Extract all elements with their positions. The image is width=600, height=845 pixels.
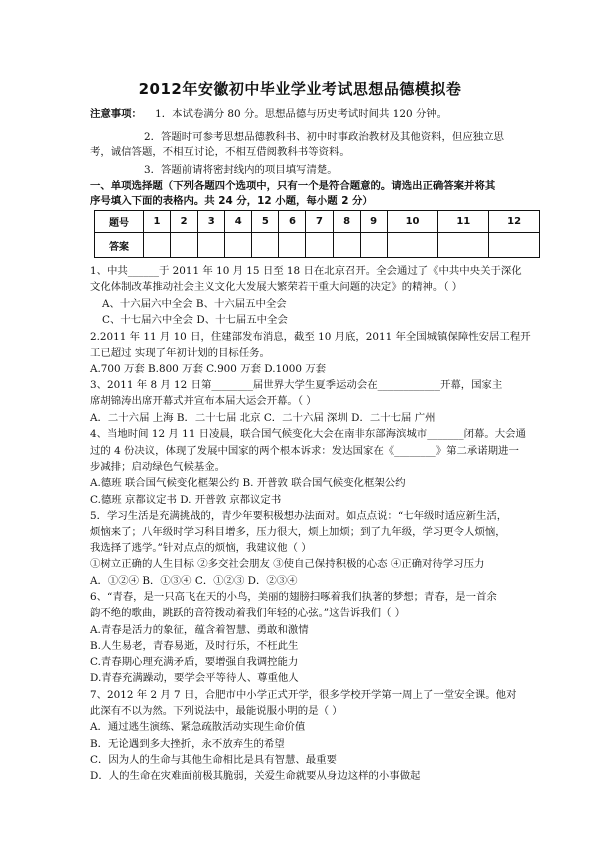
question-number-cell: 6 [279, 211, 306, 233]
question-text-line: 3、2011 年 8 月 12 日第________届世界大学生夏季运动会在____________开幕，国家主 [90, 379, 503, 391]
option-line: A、十六届六中全会 B、十六届五中全会 [102, 298, 287, 310]
answer-label: 答案 [95, 233, 144, 258]
notes-item-1: 1．本试卷满分 80 分。思想品德与历史考试时间共 120 分钟。 [155, 108, 448, 120]
section1-heading-b: 序号填入下面的表格内。共 24 分，12 小题，每小题 2 分） [90, 195, 373, 207]
answer-table-answer-row [95, 233, 540, 258]
option-line: C.青春期心理充满矛盾，要增强自我调控能力 [90, 656, 299, 668]
question-number-cell: 11 [438, 211, 489, 233]
answer-cell[interactable] [333, 233, 360, 258]
question-number-cell: 3 [198, 211, 225, 233]
answer-cell[interactable] [489, 233, 540, 258]
question-text-line: 文化体制改革推动社会主义文化大发展大繁荣若干重大问题的决定》的精神。（ ） [90, 281, 463, 293]
question-text-line: 4、当地时间 12 月 11 日凌晨，联合国气候变化大会在南非东部海滨城市_______闭幕。大会通 [90, 428, 526, 440]
question-text-line: 工已超过 实现了年初计划的目标任务。 [90, 347, 270, 359]
option-line: A．通过逃生演练、紧急疏散活动实现生命价值 [90, 721, 306, 733]
option-line: D.青春充满躁动，要学会平等待人、尊重他人 [90, 672, 299, 684]
option-line: A．二十六届 上海 B．二十七届 北京 C．二十六届 深圳 D．二十七届 广州 [90, 412, 436, 424]
question-number-cell: 4 [225, 211, 252, 233]
option-line: B.人生易老，青春易逝，及时行乐，不枉此生 [90, 640, 299, 652]
question-text-line: 我选择了逃学。”针对点点的烦恼，我建议他（ ） [90, 542, 312, 554]
answer-table-header-row [95, 211, 540, 233]
question-text-line: 6、“青春，是一只高飞在天的小鸟，美丽的翅膀扫啄着我们执著的梦想；青春，是一首余 [90, 591, 497, 603]
answer-cell[interactable] [225, 233, 252, 258]
question-text-line: 此深有不以为然。下列说法中，最能说服小明的是（ ） [90, 705, 343, 717]
question-number-cell: 2 [171, 211, 198, 233]
answer-cell[interactable] [279, 233, 306, 258]
notes-label: 注意事项： [90, 108, 142, 120]
question-number-cell: 7 [306, 211, 333, 233]
question-number-cell: 9 [360, 211, 387, 233]
option-line: A.青春是活力的象征，蕴含着智慧、勇敢和激情 [90, 624, 309, 636]
option-line: D．人的生命在灾难面前极其脆弱，关爱生命就要从身边这样的小事做起 [90, 770, 421, 782]
question-number-cell: 1 [144, 211, 171, 233]
question-number-cell: 8 [333, 211, 360, 233]
question-text-line: 步减排；启动绿色气候基金。 [90, 461, 226, 473]
answer-cell[interactable] [387, 233, 438, 258]
question-text-line: 烦恼来了；八年级时学习科目增多，压力很大，烦上加烦；到了九年级，学习更令人烦恼， [90, 526, 506, 538]
option-line: C.德班 京都议定书 D. 开普敦 京都议定书 [90, 494, 282, 506]
question-text-line: 过的 4 份决议，体现了发展中国家的两个根本诉求：发达国家在《________》第二承诺期进一 [90, 445, 519, 457]
answer-cell[interactable] [438, 233, 489, 258]
answer-table [94, 210, 540, 258]
notes-line-1 [90, 107, 447, 121]
option-line: A．①②④ B．①③④ C．①②③ D．②③④ [90, 575, 298, 587]
question-number-cell: 10 [387, 211, 438, 233]
exam-title: 2012年安徽初中毕业学业考试思想品德模拟卷 [138, 80, 462, 98]
option-line: B．无论遇到多大挫折，永不放弃生的希望 [90, 738, 285, 750]
option-line: ①树立正确的人生目标 ②多交社会朋友 ③使自己保持积极的心态 ④正确对待学习压力 [90, 558, 485, 570]
notes-item-2a: 2．答题时可参考思想品德教科书、初中时事政治教材及其他资料，但应独立思 [144, 131, 504, 143]
option-line: C．因为人的生命与其他生命相比是具有智慧、最重要 [90, 754, 337, 766]
question-text-line: 席胡锦涛出席开幕式并宣布本届大运会开幕。（ ） [90, 395, 317, 407]
answer-cell[interactable] [171, 233, 198, 258]
question-text-line: 韵不绝的歌曲，跳跃的音符拨动着我们年轻的心弦。”这告诉我们（ ） [90, 607, 406, 619]
answer-cell[interactable] [360, 233, 387, 258]
question-text-line: 1、中共______于 2011 年 10 月 15 日至 18 日在北京召开。全会通过了《中共中央关于深化 [90, 265, 522, 277]
answer-cell[interactable] [306, 233, 333, 258]
question-text-line: 5．学习生活是充满挑战的，青少年要积极想办法面对。如点点说：“七年级时适应新生活， [90, 510, 508, 522]
section1-heading-a: 一、单项选择题（下列各题四个选项中，只有一个是符合题意的。请选出正确答案并将其 [90, 180, 496, 192]
option-line: A.德班 联合国气候变化框架公约 B. 开普敦 联合国气候变化框架公约 [90, 477, 406, 489]
question-text-line: 7、2012 年 2 月 7 日，合肥市中小学正式开学，很多学校开学第一周上了一堂安全课。他对 [90, 689, 517, 701]
answer-cell[interactable] [198, 233, 225, 258]
answer-cell[interactable] [144, 233, 171, 258]
question-number-label: 题号 [95, 211, 144, 233]
question-number-cell: 5 [252, 211, 279, 233]
answer-cell[interactable] [252, 233, 279, 258]
notes-item-3: 3．答题前请将密封线内的项目填写清楚。 [144, 164, 338, 176]
notes-item-2b: 考，诚信答题，不相互讨论，不相互借阅教科书等资料。 [90, 146, 350, 158]
question-number-cell: 12 [489, 211, 540, 233]
option-line: C、十七届六中全会 D、十七届五中全会 [102, 314, 288, 326]
option-line: A.700 万套 B.800 万套 C.900 万套 D.1000 万套 [90, 363, 327, 375]
question-text-line: 2.2011 年 11 月 10 日，住建部发布消息，截至 10 月底，2011 年全国城镇保障性安居工程开 [90, 331, 531, 343]
